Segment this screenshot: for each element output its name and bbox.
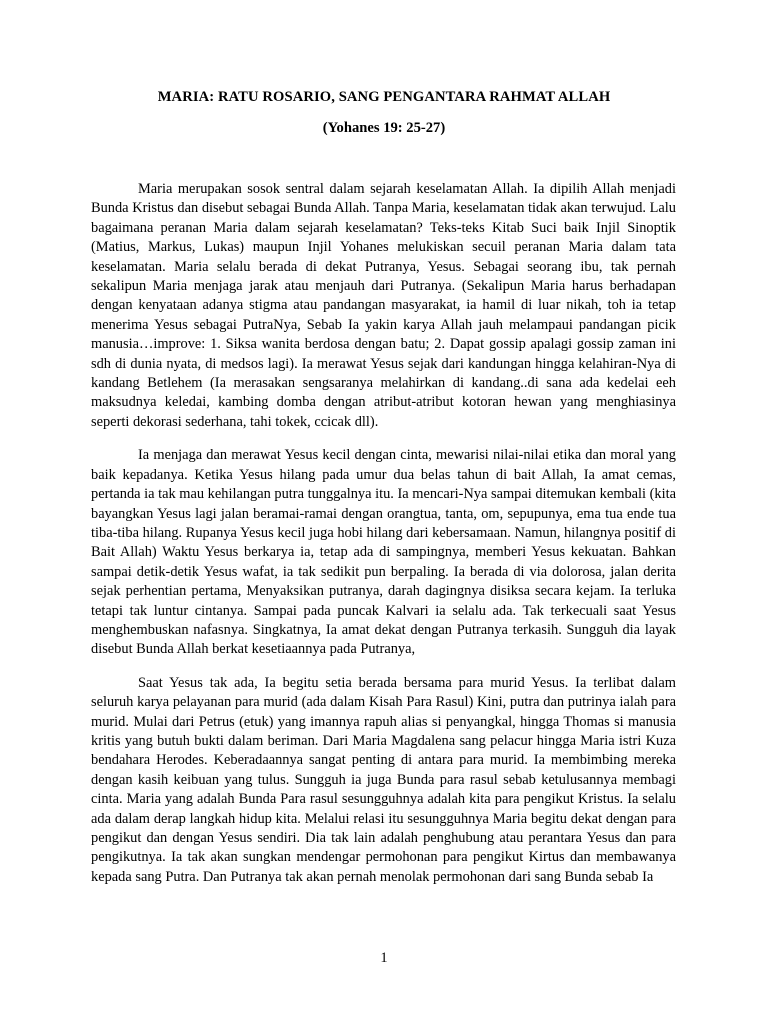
paragraph: Maria merupakan sosok sentral dalam sejarah keselamatan Allah. Ia dipilih Allah menjadi Bunda Kristus dan disebut sebagai Bunda Allah. Tanpa Maria, keselamatan tidak akan terwujud. Lalu bagaimana peranan Maria dalam sejarah keselamatan? Teks-teks Kitab Suci baik Injil Sinoptik (Matius, Markus, Lukas) maupun Injil Yohanes melukiskan secuil peranan Maria dalam tata keselamatan. Maria selalu berada di dekat Putranya, Yesus. Sebagai seorang ibu, tak pernah sekalipun Maria menjaga jarak atau menjauh dari Putranya. (Sekalipun Maria harus berhadapan dengan kenyataan adanya stigma atau pandangan masyarakat, ia hamil di luar nikah, toh ia tetap menerima Yesus sebagai PutraNya, Sebab Ia yakin karya Allah jauh melampaui pandangan picik manusia…improve: 1. Siksa wanita berdosa dengan batu; 2. Dapat gossip apalagi gossip zaman ini sdh di dunia nyata, di medsos lagi). Ia merawat Yesus sejak dari kandungan hingga kelahiran-Nya di kandang Betlehem (Ia merasakan sengsaranya melahirkan di kandang..di sana ada kedelai eeh maksudnya keledai, kambing domba dengan atribut-atribut kotoran hewan yang menghiasinya seperti dekorasi sederhana, tahi tokek, ccicak dll). xyxy=(91,181,676,430)
body-text xyxy=(91,180,676,901)
page-title: MARIA: RATU ROSARIO, SANG PENGANTARA RAHMAT ALLAH xyxy=(157,89,611,105)
paragraph: Saat Yesus tak ada, Ia begitu setia berada bersama para murid Yesus. Ia terlibat dalam seluruh karya pelayanan para murid (ada dalam Kisah Para Rasul) Kini, putra dan putrinya ialah para murid. Mulai dari Petrus (etuk) yang imannya rapuh alias si penyangkal, hingga Thomas si manusia kritis yang butuh bukti dalam beriman. Dari Maria Magdalena sang pelacur hingga Maria istri Kuza bendahara Herodes. Keberadaannya sangat penting di antara para murid. Ia membimbing mereka dengan kasih keibuan yang tulus. Sungguh ia juga Bunda para rasul sebab ketulusannya membagi cinta. Maria yang adalah Bunda Para rasul sesungguhnya adalah kita para pengikut Kristus. Ia selalu ada dalam derap langkah hidup kita. Melalui relasi itu sesungguhnya Maria begitu dekat dengan para pengikut dan dengan Yesus sendiri. Dia tak lain adalah penghubung atau perantara Yesus dan para pengikutnya. Ia tak akan sungkan mendengar permohonan para pengikut Kirtus dan membawanya kepada sang Putra. Dan Putranya tak akan pernah menolak permohonan dari sang Bunda sebab Ia xyxy=(91,674,676,885)
paragraph: Ia menjaga dan merawat Yesus kecil dengan cinta, mewarisi nilai-nilai etika dan moral yang baik kepadanya. Ketika Yesus hilang pada umur dua belas tahun di bait Allah, Ia amat cemas, pertanda ia tak mau kehilangan putra tunggalnya itu. Ia mencari-Nya sampai ditemukan kembali (kita bayangkan Yesus lagi jalan beramai-ramai dengan orangtua, tanta, om, sepupunya, ema tua ende tua tiba-tiba hilang. Rupanya Yesus kecil juga hobi hilang dari kebersamaan. Namun, hilangnya positif di Bait Allah) Waktu Yesus berkarya ia, tetap ada di sampingnya, memberi Yesus kekuatan. Bahkan sampai detik-detik Yesus wafat, ia tak sedikit pun berpaling. Ia berada di via dolorosa, jalan derita sejak perhentian pertama, Menyaksikan putranya, darah dagingnya disiksa secara kejam. Ia terluka tetapi tak luntur cintanya. Sampai pada puncak Kalvari ia selalu ada. Tak terkecuali saat Yesus menghembuskan nafasnya. Singkatnya, Ia amat dekat dengan Putranya terkasih. Sungguh dia layak disebut Bunda Allah berkat kesetiaannya pada Putranya, xyxy=(91,447,677,658)
scripture-reference: (Yohanes 19: 25-27) xyxy=(322,120,446,136)
page-number: 1 xyxy=(380,950,388,966)
